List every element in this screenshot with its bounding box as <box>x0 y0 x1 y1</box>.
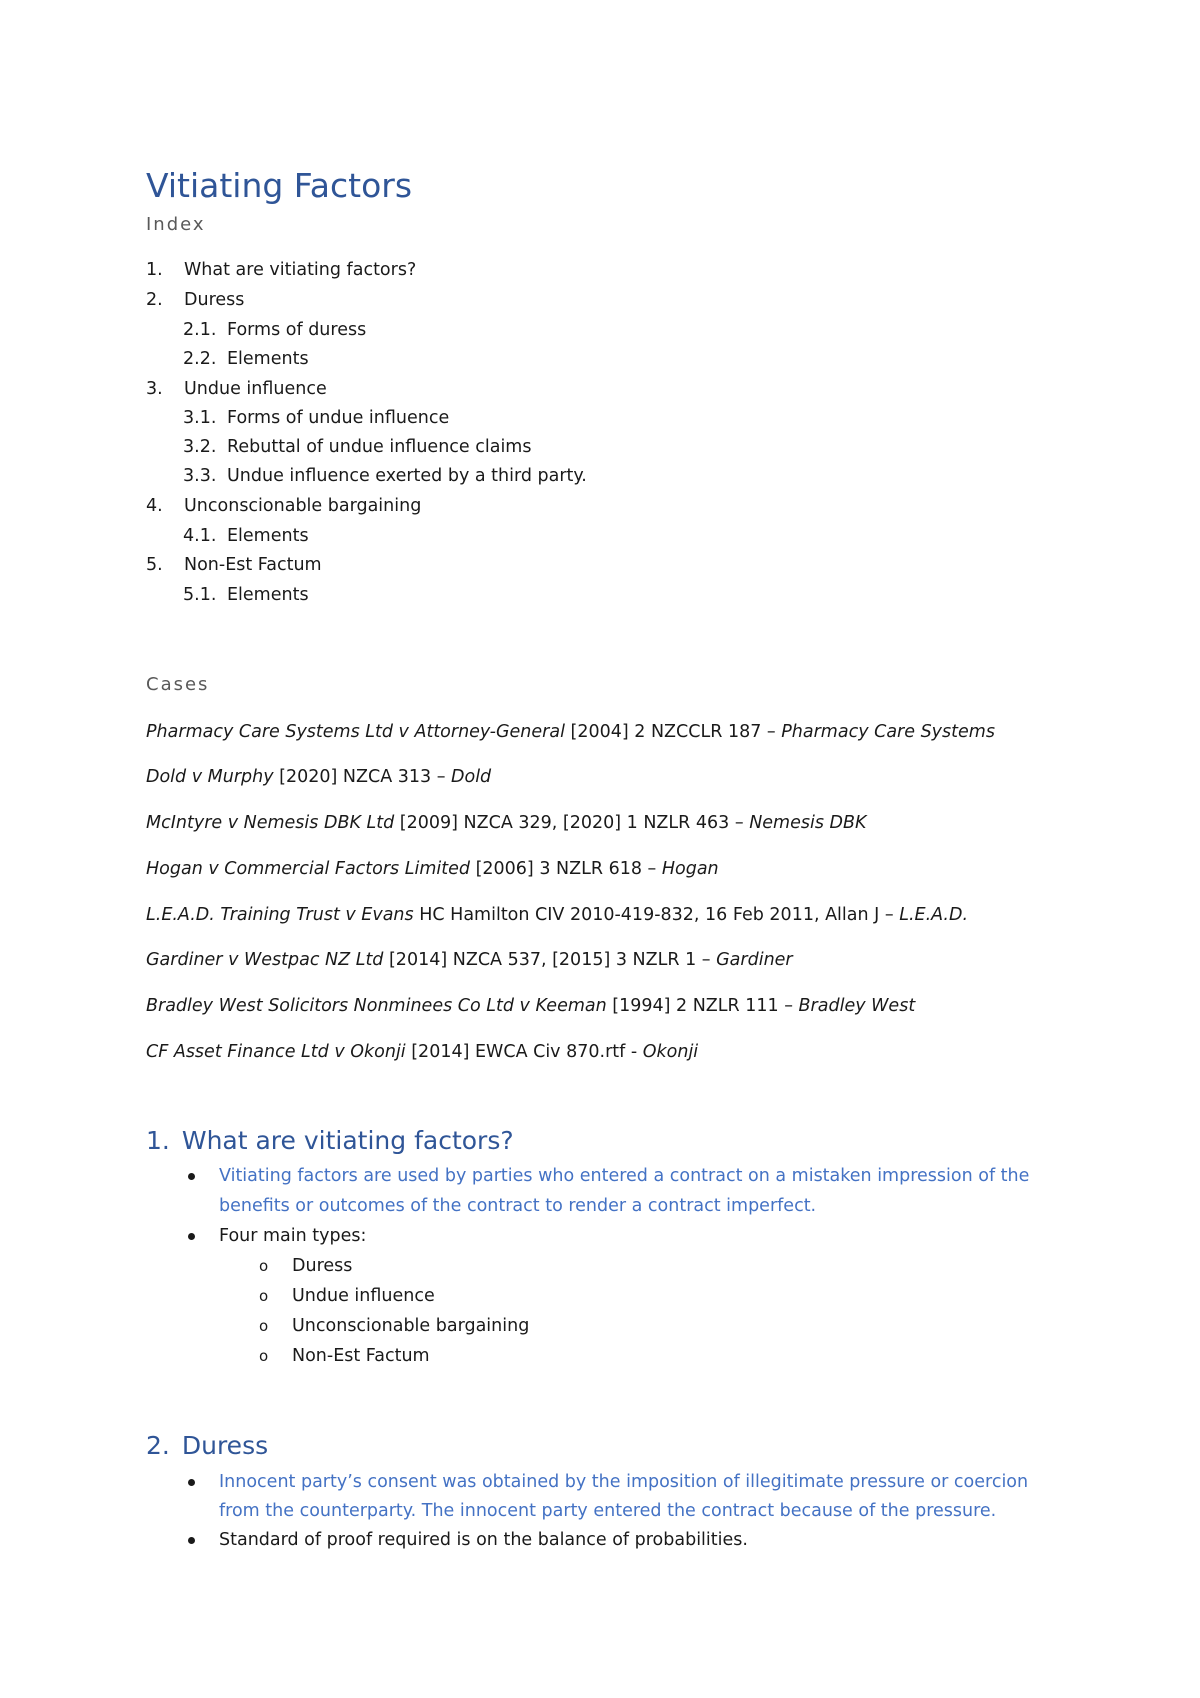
bullet-dot-icon <box>188 1479 195 1486</box>
case-entry <box>146 1040 698 1064</box>
index-item <box>183 524 309 548</box>
sub-bullet-text: Duress <box>292 1256 353 1276</box>
index-label: Duress <box>184 290 245 310</box>
cases-heading: Cases <box>146 674 210 695</box>
case-entry <box>146 994 915 1018</box>
sub-bullet-item <box>0 1312 1200 1340</box>
bullet-text: Four main types: <box>219 1226 367 1246</box>
case-entry <box>146 948 793 972</box>
case-short-name: Okonji <box>642 1042 699 1062</box>
bullet-item <box>0 1468 1200 1496</box>
index-number: 5. <box>146 555 163 575</box>
bullet-text-continued: from the counterparty. The innocent party entered the contract because of the pressure. <box>219 1501 997 1521</box>
circle-bullet-icon: o <box>259 1257 269 1275</box>
case-citation: [2009] NZCA 329, [2020] 1 NZLR 463 – <box>394 813 750 833</box>
index-item <box>146 494 422 518</box>
index-item <box>183 406 450 430</box>
bullet-continuation <box>219 1497 996 1525</box>
section-title: What are vitiating factors? <box>181 1126 514 1155</box>
section-title: Duress <box>181 1431 269 1460</box>
index-number: 4.1. <box>183 526 217 546</box>
index-label: Rebuttal of undue influence claims <box>227 437 532 457</box>
index-item <box>146 553 322 577</box>
index-label: Undue influence <box>184 379 327 399</box>
section-number: 1. <box>146 1126 170 1155</box>
index-number: 4. <box>146 496 163 516</box>
case-citation: [2014] EWCA Civ 870.rtf - <box>405 1042 643 1062</box>
case-short-name: Nemesis DBK <box>749 813 867 833</box>
index-item <box>146 377 327 401</box>
index-item <box>146 258 417 282</box>
index-item <box>183 318 367 342</box>
index-number: 3.1. <box>183 408 217 428</box>
index-label: Unconscionable bargaining <box>184 496 422 516</box>
case-name: Hogan v Commercial Factors Limited <box>146 859 470 879</box>
bullet-continuation <box>219 1192 816 1220</box>
index-label: Elements <box>227 585 309 605</box>
case-name: Bradley West Solicitors Nonminees Co Ltd v Keeman <box>146 996 607 1016</box>
sub-bullet-item <box>0 1252 1200 1280</box>
index-label: Elements <box>227 349 309 369</box>
bullet-dot-icon <box>188 1537 195 1544</box>
index-number: 5.1. <box>183 585 217 605</box>
section-number: 2. <box>146 1431 170 1460</box>
case-name: L.E.A.D. Training Trust v Evans <box>146 905 414 925</box>
sub-bullet-text: Non-Est Factum <box>292 1346 430 1366</box>
section-heading <box>146 1126 514 1155</box>
bullet-text-continued: benefits or outcomes of the contract to render a contract imperfect. <box>219 1196 817 1216</box>
sub-bullet-text: Undue influence <box>292 1286 435 1306</box>
case-citation: [1994] 2 NZLR 111 – <box>606 996 799 1016</box>
case-short-name: Gardiner <box>716 950 793 970</box>
case-short-name: Hogan <box>661 859 719 879</box>
bullet-dot-icon <box>188 1233 195 1240</box>
sub-bullet-text: Unconscionable bargaining <box>292 1316 530 1336</box>
case-entry <box>146 903 968 927</box>
index-label: Non-Est Factum <box>184 555 322 575</box>
case-citation: [2020] NZCA 313 – <box>273 767 452 787</box>
case-short-name: L.E.A.D. <box>899 905 969 925</box>
index-item <box>183 583 309 607</box>
index-number: 3. <box>146 379 163 399</box>
bullet-text: Innocent party’s consent was obtained by the imposition of illegitimate pressure or coercion <box>219 1472 1029 1492</box>
case-name: Dold v Murphy <box>146 767 274 787</box>
index-label: Elements <box>227 526 309 546</box>
index-heading: Index <box>146 214 206 235</box>
case-citation: [2006] 3 NZLR 618 – <box>470 859 662 879</box>
bullet-text: Vitiating factors are used by parties who entered a contract on a mistaken impression of the <box>219 1166 1030 1186</box>
case-short-name: Bradley West <box>798 996 916 1016</box>
case-name: CF Asset Finance Ltd v Okonji <box>146 1042 406 1062</box>
document-title: Vitiating Factors <box>146 166 413 205</box>
index-label: What are vitiating factors? <box>184 260 417 280</box>
case-entry <box>146 811 866 835</box>
index-item <box>146 288 245 312</box>
case-name: Gardiner v Westpac NZ Ltd <box>146 950 384 970</box>
bullet-item <box>0 1162 1200 1190</box>
bullet-item <box>0 1526 1200 1554</box>
index-label: Forms of undue influence <box>227 408 450 428</box>
index-number: 1. <box>146 260 163 280</box>
index-number: 3.3. <box>183 466 217 486</box>
bullet-text: Standard of proof required is on the balance of probabilities. <box>219 1530 748 1550</box>
index-number: 2. <box>146 290 163 310</box>
index-label: Forms of duress <box>227 320 367 340</box>
bullet-item <box>0 1222 1200 1250</box>
index-number: 3.2. <box>183 437 217 457</box>
case-citation: HC Hamilton CIV 2010-419-832, 16 Feb 2011, Allan J – <box>413 905 900 925</box>
circle-bullet-icon: o <box>259 1317 269 1335</box>
case-entry <box>146 720 995 744</box>
index-number: 2.1. <box>183 320 217 340</box>
index-number: 2.2. <box>183 349 217 369</box>
bullet-dot-icon <box>188 1173 195 1180</box>
case-short-name: Pharmacy Care Systems <box>781 722 995 742</box>
case-short-name: Dold <box>451 767 492 787</box>
section-heading <box>146 1431 268 1460</box>
case-entry <box>146 857 719 881</box>
case-name: Pharmacy Care Systems Ltd v Attorney-General <box>146 722 565 742</box>
sub-bullet-item <box>0 1342 1200 1370</box>
index-item <box>183 435 532 459</box>
case-citation: [2004] 2 NZCCLR 187 – <box>564 722 782 742</box>
case-name: McIntyre v Nemesis DBK Ltd <box>146 813 395 833</box>
case-entry <box>146 765 491 789</box>
sub-bullet-item <box>0 1282 1200 1310</box>
index-label: Undue influence exerted by a third party. <box>227 466 587 486</box>
index-item <box>183 464 587 488</box>
case-citation: [2014] NZCA 537, [2015] 3 NZLR 1 – <box>383 950 717 970</box>
circle-bullet-icon: o <box>259 1287 269 1305</box>
index-item <box>183 347 309 371</box>
circle-bullet-icon: o <box>259 1347 269 1365</box>
